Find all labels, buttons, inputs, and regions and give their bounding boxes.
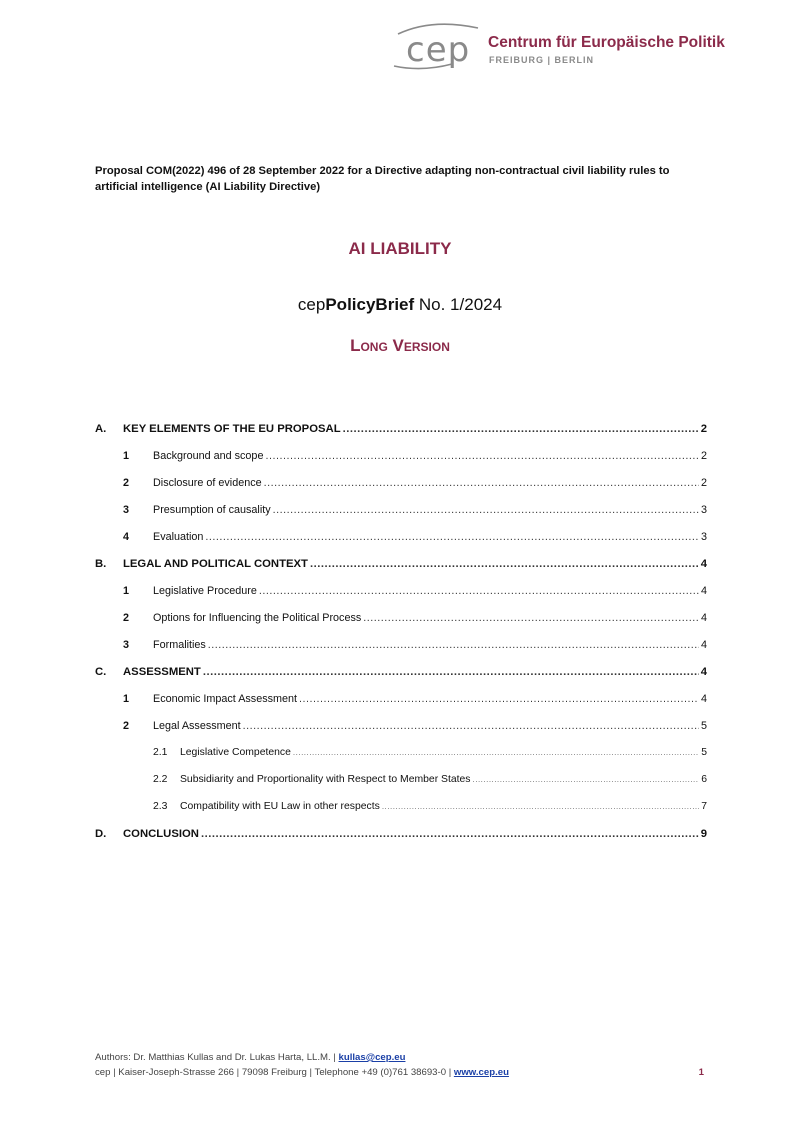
toc-entry-number: A. [95, 423, 107, 435]
toc-dot-leader [205, 531, 699, 543]
toc-dot-leader [343, 423, 699, 435]
toc-entry-page: 4 [700, 693, 707, 705]
toc-entry[interactable] [95, 477, 707, 504]
toc-dot-leader [363, 612, 699, 624]
toc-entry-title: Evaluation [153, 531, 204, 543]
toc-entry-title: Subsidiarity and Proportionality with Respect to Member States [180, 774, 471, 785]
document-title: AI LIABILITY [348, 239, 452, 258]
footer-authors: Authors: Dr. Matthias Kullas and Dr. Lukas Harta, LL.M. | [95, 1052, 339, 1063]
toc-entry-title: Legislative Competence [180, 747, 291, 758]
toc-dot-leader [243, 720, 699, 732]
toc-entry[interactable] [95, 774, 707, 801]
toc-dot-leader [310, 558, 699, 570]
toc-entry-title: CONCLUSION [123, 828, 199, 840]
toc-entry-page: 4 [700, 612, 707, 624]
page-number: 1 [698, 1067, 704, 1078]
toc-dot-leader [382, 802, 699, 811]
toc-entry-title: Disclosure of evidence [153, 477, 262, 489]
toc-entry-number: 2 [123, 477, 130, 489]
toc-dot-leader [203, 666, 699, 678]
toc-entry-number: 2.1 [153, 747, 168, 758]
author-email-link[interactable]: kullas@cep.eu [338, 1052, 406, 1063]
toc-dot-leader [264, 477, 699, 489]
toc-entry-page: 6 [701, 774, 707, 785]
toc-entry[interactable] [95, 639, 707, 666]
toc-entry-number: 2 [123, 720, 130, 732]
toc-entry-page: 5 [701, 747, 707, 758]
toc-entry-page: 3 [700, 504, 707, 516]
toc-entry-page: 4 [700, 585, 707, 597]
toc-entry[interactable] [95, 558, 707, 585]
toc-entry[interactable] [95, 450, 707, 477]
toc-entry[interactable] [95, 423, 707, 450]
toc-entry-page: 4 [700, 639, 707, 651]
toc-entry-number: 2.2 [153, 774, 168, 785]
toc-entry-title: Background and scope [153, 450, 264, 462]
toc-entry-title: Economic Impact Assessment [153, 693, 298, 705]
cep-logo [392, 22, 725, 74]
toc-entry[interactable] [95, 585, 707, 612]
toc-entry[interactable] [95, 747, 707, 774]
version-label: Long Version [350, 336, 450, 355]
toc-dot-leader [259, 585, 699, 597]
policy-brief-number [0, 295, 800, 315]
logo-organization-name: Centrum für Europäische Politik [488, 34, 725, 51]
toc-entry-title: Compatibility with EU Law in other respects [180, 801, 380, 812]
brief-prefix: cep [297, 295, 326, 314]
toc-entry-page: 2 [700, 450, 707, 462]
logo-mark: cep [406, 30, 471, 70]
toc-entry[interactable] [95, 828, 707, 855]
toc-entry-title: LEGAL AND POLITICAL CONTEXT [123, 558, 308, 570]
toc-entry-title: Formalities [153, 639, 206, 651]
toc-entry-number: B. [95, 558, 107, 570]
toc-entry-number: 2.3 [153, 801, 168, 812]
toc-entry[interactable] [95, 801, 707, 828]
toc-entry-page: 7 [701, 801, 707, 812]
toc-entry-title: Presumption of causality [153, 504, 271, 516]
website-link[interactable]: www.cep.eu [453, 1067, 509, 1078]
proposal-reference: Proposal COM(2022) 496 of 28 September 2022 for a Directive adapting non-contractual civil liability rules to artificial intelligence (AI Liability Directive) [95, 165, 670, 193]
toc-entry-number: 1 [123, 693, 130, 705]
toc-dot-leader [273, 504, 699, 516]
toc-entry-title: KEY ELEMENTS OF THE EU PROPOSAL [123, 423, 341, 435]
toc-entry-number: 3 [123, 504, 130, 516]
toc-entry-title: Options for Influencing the Political Process [153, 612, 362, 624]
toc-entry-number: C. [95, 666, 107, 678]
toc-dot-leader [293, 748, 699, 757]
footer-authors-line [95, 1050, 707, 1065]
toc-dot-leader [208, 639, 699, 651]
toc-dot-leader [473, 775, 700, 784]
toc-entry-page: 3 [700, 531, 707, 543]
toc-entry-title: Legal Assessment [153, 720, 241, 732]
toc-entry[interactable] [95, 504, 707, 531]
toc-entry-number: 1 [123, 450, 130, 462]
toc-dot-leader [265, 450, 699, 462]
toc-entry-page: 2 [700, 423, 707, 435]
toc-entry-page: 9 [700, 828, 707, 840]
table-of-contents [95, 423, 707, 855]
toc-entry[interactable] [95, 612, 707, 639]
brief-number: No. 1/2024 [414, 295, 503, 314]
toc-entry-page: 5 [700, 720, 707, 732]
toc-entry[interactable] [95, 531, 707, 558]
toc-entry-title: ASSESSMENT [123, 666, 201, 678]
footer-address-line [95, 1065, 707, 1080]
toc-entry-number: 3 [123, 639, 130, 651]
logo-locations: FREIBURG | BERLIN [489, 55, 595, 65]
toc-entry-page: 4 [700, 666, 707, 678]
brief-name: PolicyBrief [325, 295, 415, 314]
toc-entry-page: 4 [700, 558, 707, 570]
toc-entry-number: 1 [123, 585, 130, 597]
toc-dot-leader [299, 693, 699, 705]
toc-entry-page: 2 [700, 477, 707, 489]
toc-entry-number: 4 [123, 531, 130, 543]
footer-address: cep | Kaiser-Joseph-Strasse 266 | 79098 Freiburg | Telephone +49 (0)761 38693-0 | [95, 1067, 454, 1078]
page-footer [95, 1050, 707, 1080]
toc-entry[interactable] [95, 693, 707, 720]
toc-entry-number: D. [95, 828, 107, 840]
toc-entry[interactable] [95, 720, 707, 747]
toc-entry[interactable] [95, 666, 707, 693]
toc-entry-title: Legislative Procedure [153, 585, 257, 597]
toc-dot-leader [201, 828, 699, 840]
toc-entry-number: 2 [123, 612, 130, 624]
